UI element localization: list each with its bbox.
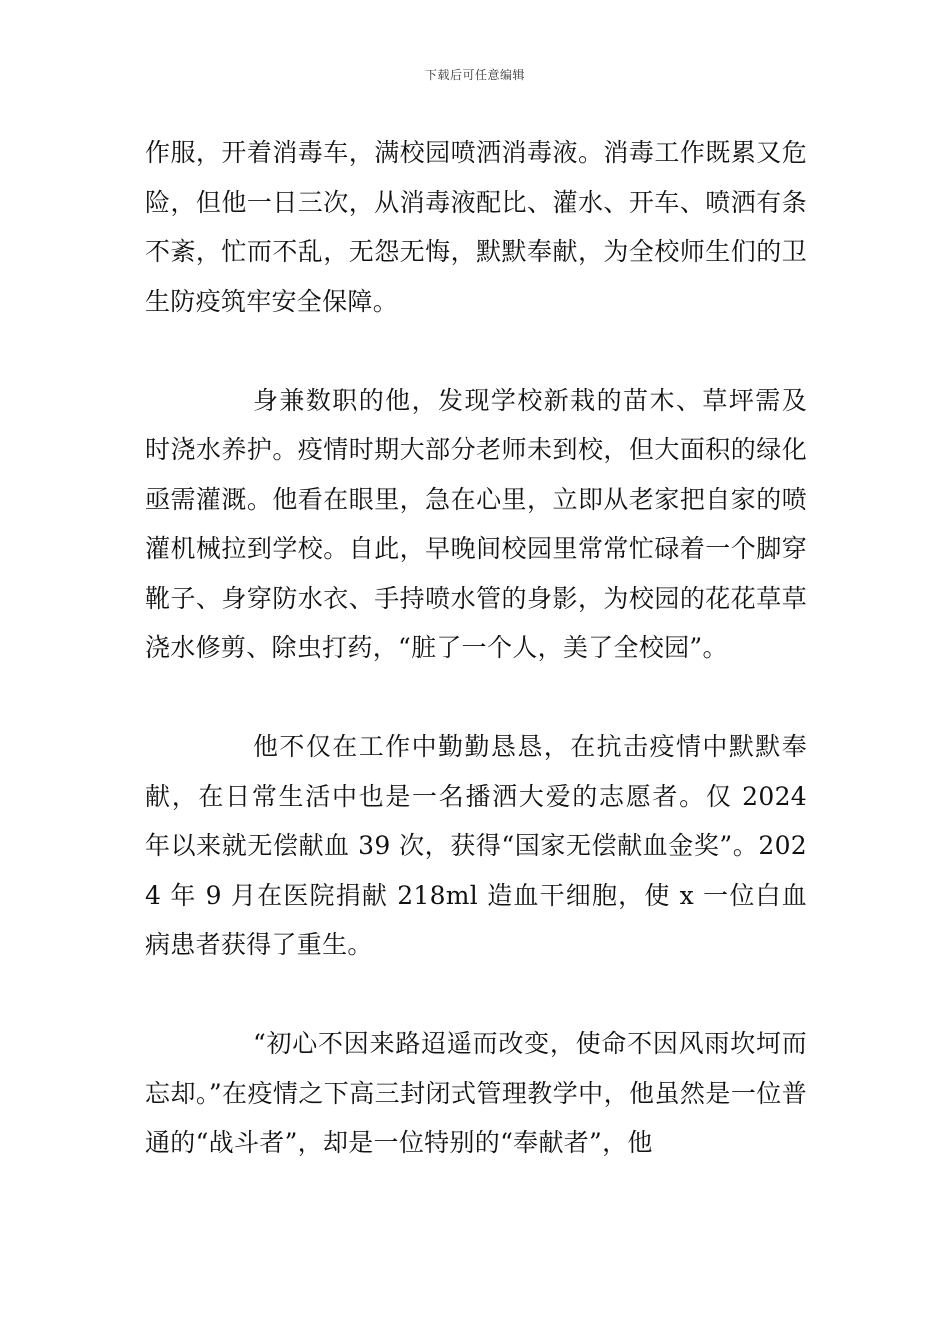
paragraph-4: “初心不因来路迢遥而改变，使命不因风雨坎坷而忘却。”在疫情之下高三封闭式管理教学中，他虽然是一位普通的“战斗者”，却是一位特别的“奉献者”，他 [145, 1029, 807, 1157]
paragraph-gap [145, 326, 807, 376]
page-header: 下载后可任意编辑 [424, 68, 525, 82]
paragraph-1: 作服，开着消毒车，满校园喷洒消毒液。消毒工作既累又危险，但他一日三次，从消毒液配比、灌水、开车、喷洒有条不紊，忙而不乱，无怨无悔，默默奉献，为全校师生们的卫生防疫筑牢安全保障。 [145, 138, 807, 316]
document-body [145, 128, 807, 1168]
paragraph-gap [145, 970, 807, 1020]
paragraph-2: 身兼数职的他，发现学校新栽的苗木、草坪需及时浇水养护。疫情时期大部分老师未到校，但大面积的绿化亟需灌溉。他看在眼里，急在心里，立即从老家把自家的喷灌机械拉到学校。自此，早晚间校园里常常忙碌着一个脚穿靴子、身穿防水衣、手持喷水管的身影，为校园的花花草草浇水修剪、除虫打药，“脏了一个人，美了全校园”。 [145, 385, 807, 662]
paragraph-3: 他不仅在工作中勤勤恳恳，在抗击疫情中默默奉献，在日常生活中也是一名播洒大爱的志愿者。仅 2024 年以来就无偿献血 39 次，获得“国家无偿献血金奖”。2024 年 9 月在医院捐献 218ml 造血干细胞，使 x 一位白血病患者获得了重生。 [145, 732, 807, 959]
paragraph-gap [145, 673, 807, 723]
